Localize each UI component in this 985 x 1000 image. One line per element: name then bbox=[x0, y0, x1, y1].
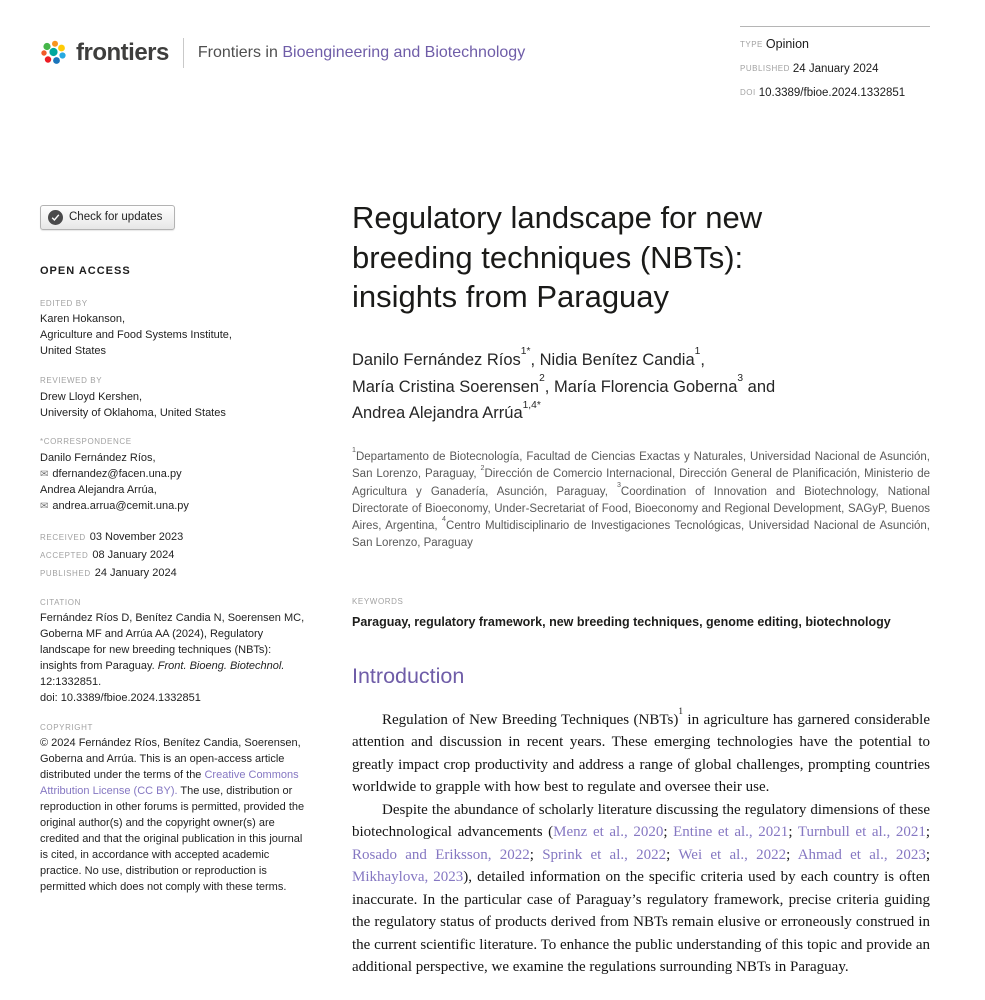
reviewed-by-label: REVIEWED BY bbox=[40, 376, 103, 386]
email-text: andrea.arrua@cemit.una.py bbox=[52, 499, 189, 512]
received-row bbox=[40, 530, 308, 546]
text-segment: Departamento de Biotecnología, Facultad de Ciencias Exactas y Naturales, Universidad Nacional de Asunción, San Lorenzo, Paraguay, bbox=[352, 451, 930, 481]
envelope-icon: ✉ bbox=[40, 500, 49, 512]
superscript: 4 bbox=[442, 515, 447, 524]
text-segment: Coordination of Innovation and Biotechnology, National Directorate of Bioeconomy, Under-Secretariat of Food, Bioeconomy and Regional Development, SAGyP, Buenos Aires, Argentina, bbox=[352, 485, 930, 533]
text-segment: Centro Multidisciplinario de Investigaciones Tecnológicas, Universidad Nacional de Asunción, San Lorenzo, Paraguay bbox=[352, 520, 930, 550]
citation-link[interactable]: Mikhaylova, 2023 bbox=[352, 869, 464, 886]
copyright-text bbox=[40, 736, 308, 895]
published-row bbox=[740, 58, 930, 79]
sidebar bbox=[40, 205, 308, 911]
text-segment: Despite the abundance of scholarly literature discussing the regulatory dimensions of these biotechnological advancements ( bbox=[352, 801, 930, 841]
journal-title bbox=[198, 44, 525, 62]
superscript: 1 bbox=[694, 346, 701, 358]
cc-by-license-link[interactable]: Creative Commons Attribution License (CC BY). bbox=[40, 769, 299, 798]
text-segment: Andrea Alejandra Arrúa bbox=[352, 404, 523, 423]
text-segment: Regulation of New Breeding Techniques (NBTs) bbox=[382, 711, 679, 728]
article-meta bbox=[740, 26, 930, 105]
copyright-block bbox=[40, 722, 308, 896]
text-segment: Front. Bioeng. Biotechnol. bbox=[157, 660, 285, 673]
reviewed-by-block bbox=[40, 375, 308, 421]
text-segment: ; bbox=[786, 846, 798, 863]
article-title bbox=[352, 198, 930, 317]
citation-block bbox=[40, 597, 308, 707]
citation-text bbox=[40, 611, 308, 707]
check-for-updates-label: Check for updates bbox=[69, 211, 163, 223]
editor-affiliation: Agriculture and Food Systems Institute, bbox=[40, 329, 232, 342]
reviewer-affiliation: University of Oklahoma, United States bbox=[40, 406, 226, 419]
intro-paragraph-1 bbox=[352, 706, 930, 799]
text-segment: Fernández Ríos D, Benítez Candia N, Soerensen MC, Goberna MF and Arrúa AA (2024), Regulatory landscape for new breeding techniques (NBTs): insights from Paraguay. bbox=[40, 612, 305, 673]
text-segment: , Nidia Benítez Candia bbox=[530, 351, 695, 370]
type-label: TYPE bbox=[740, 40, 763, 49]
citation-link[interactable]: Ahmad et al., 2023 bbox=[797, 846, 926, 863]
header-brand bbox=[40, 38, 525, 68]
text-segment: ), detailed information on the specific criteria used by each country is often inaccurate. In the particular case of Paraguay’s regulatory framework, precise criteria guiding the regulatory status of products derived from NBTs remain elusive or erroneously construed in the current scientific literature. To enhance the public understanding of this topic and provide an additional perspective, we examine the regulations surrounding NBTs in Paraguay. bbox=[352, 869, 930, 976]
intro-paragraph-2 bbox=[352, 799, 930, 979]
affiliations bbox=[352, 446, 931, 553]
superscript: 2 bbox=[480, 463, 485, 472]
superscript: 3 bbox=[737, 372, 744, 384]
received-date: 03 November 2023 bbox=[89, 530, 184, 543]
correspondence-block bbox=[40, 436, 308, 514]
check-for-updates-button[interactable] bbox=[40, 205, 175, 230]
text-segment: ; bbox=[788, 824, 798, 841]
citation-link[interactable]: Menz et al., 2020 bbox=[553, 824, 664, 841]
accepted-label: ACCEPTED bbox=[40, 550, 89, 560]
accepted-row bbox=[40, 548, 308, 564]
text-segment: in agriculture has garnered considerable attention and discussion in recent years. These emerging technologies have the potential to greatly impact crop productivity and address a range of global challenges, prompting countries worldwide to grapple with how best to regulate and oversee their use. bbox=[352, 711, 930, 796]
edited-by-label: EDITED BY bbox=[40, 298, 88, 308]
text-segment: Danilo Fernández Ríos bbox=[352, 351, 521, 370]
citation-link[interactable]: Entine et al., 2021 bbox=[673, 824, 789, 841]
open-access-label: OPEN ACCESS bbox=[40, 264, 131, 277]
article-main bbox=[352, 198, 930, 979]
authors-line bbox=[352, 347, 930, 427]
text-segment: © 2024 Fernández Ríos, Benítez Candia, Soerensen, Goberna and Arrúa. This is an open-access article distributed under the terms of the bbox=[40, 737, 301, 782]
superscript: 1* bbox=[520, 346, 531, 358]
citation-label: CITATION bbox=[40, 597, 81, 607]
citation-link[interactable]: Rosado and Eriksson, 2022 bbox=[352, 846, 530, 863]
reviewer-name: Drew Lloyd Kershen, bbox=[40, 390, 143, 403]
superscript: 1 bbox=[352, 446, 356, 455]
title-line: insights from Paraguay bbox=[352, 279, 670, 315]
dates-block bbox=[40, 530, 308, 582]
received-label: RECEIVED bbox=[40, 532, 86, 542]
text-segment: and bbox=[743, 377, 776, 396]
frontiers-logo-icon bbox=[40, 39, 68, 67]
text-segment: 12:1332851. bbox=[40, 675, 102, 688]
envelope-icon: ✉ bbox=[40, 469, 49, 481]
doi-value[interactable]: 10.3389/fbioe.2024.1332851 bbox=[758, 86, 906, 99]
superscript: 1 bbox=[678, 706, 683, 717]
text-segment: , María Florencia Goberna bbox=[544, 377, 738, 396]
superscript: 2 bbox=[539, 372, 545, 384]
text-segment: ; bbox=[925, 846, 931, 863]
crossmark-icon bbox=[48, 210, 63, 225]
text-segment: María Cristina Soerensen bbox=[352, 377, 540, 396]
published-date-sidebar: 24 January 2024 bbox=[94, 566, 177, 579]
published-row-sidebar bbox=[40, 566, 308, 582]
citation-link[interactable]: Wei et al., 2022 bbox=[678, 846, 787, 863]
published-date: 24 January 2024 bbox=[792, 62, 879, 75]
edited-by-block bbox=[40, 298, 308, 360]
citation-link[interactable]: Turnbull et al., 2021 bbox=[797, 824, 926, 841]
article-type: Opinion bbox=[765, 37, 809, 51]
type-row bbox=[740, 34, 930, 55]
title-line: breeding techniques (NBTs): bbox=[352, 239, 744, 275]
section-heading-introduction: Introduction bbox=[352, 663, 465, 688]
doi-label: DOI bbox=[740, 87, 756, 97]
frontiers-wordmark: frontiers bbox=[76, 39, 169, 66]
correspondent-email[interactable] bbox=[40, 467, 308, 483]
keywords-text: Paraguay, regulatory framework, new breeding techniques, genome editing, biotechnology bbox=[352, 614, 891, 629]
correspondent-email[interactable] bbox=[40, 499, 308, 515]
text-segment: ; bbox=[529, 846, 543, 863]
text-segment: The use, distribution or reproduction in other forums is permitted, provided the original author(s) and the copyright owner(s) are credited and that the original publication in this journal is cited, in accordance with accepted academic practice. No use, distribution or reproduction is permitted which does not comply with these terms. bbox=[40, 785, 305, 893]
text-segment: ; bbox=[925, 824, 930, 841]
journal-name-link[interactable]: Bioengineering and Biotechnology bbox=[282, 44, 526, 61]
editor-name: Karen Hokanson, bbox=[40, 313, 125, 326]
header-divider bbox=[183, 38, 184, 68]
citation-link[interactable]: Sprink et al., 2022 bbox=[542, 846, 667, 863]
editor-country: United States bbox=[40, 345, 107, 358]
correspondence-label: *CORRESPONDENCE bbox=[40, 437, 132, 447]
published-label-sidebar: PUBLISHED bbox=[40, 568, 91, 578]
doi-row bbox=[740, 82, 930, 103]
superscript: 1,4* bbox=[522, 399, 541, 411]
copyright-label: COPYRIGHT bbox=[40, 722, 93, 732]
title-line: Regulatory landscape for new bbox=[352, 200, 763, 235]
journal-prefix: Frontiers in bbox=[197, 44, 278, 61]
correspondent-name: Andrea Alejandra Arrúa, bbox=[40, 483, 157, 496]
correspondent-name: Danilo Fernández Ríos, bbox=[40, 452, 156, 465]
text-segment: doi: 10.3389/fbioe.2024.1332851 bbox=[40, 691, 201, 704]
keywords-label: KEYWORDS bbox=[352, 596, 404, 606]
published-label: PUBLISHED bbox=[740, 63, 790, 73]
accepted-date: 08 January 2024 bbox=[92, 548, 175, 561]
text-segment: ; bbox=[663, 824, 674, 841]
email-text: dfernandez@facen.una.py bbox=[52, 468, 182, 481]
text-segment: , bbox=[700, 351, 705, 370]
text-segment: ; bbox=[666, 846, 679, 863]
superscript: 3 bbox=[616, 480, 621, 489]
text-segment: Dirección de Comercio Internacional, Dirección General de Planificación, Ministerio de Agricultura y Ganadería, Asunción, Paraguay, bbox=[352, 468, 931, 498]
